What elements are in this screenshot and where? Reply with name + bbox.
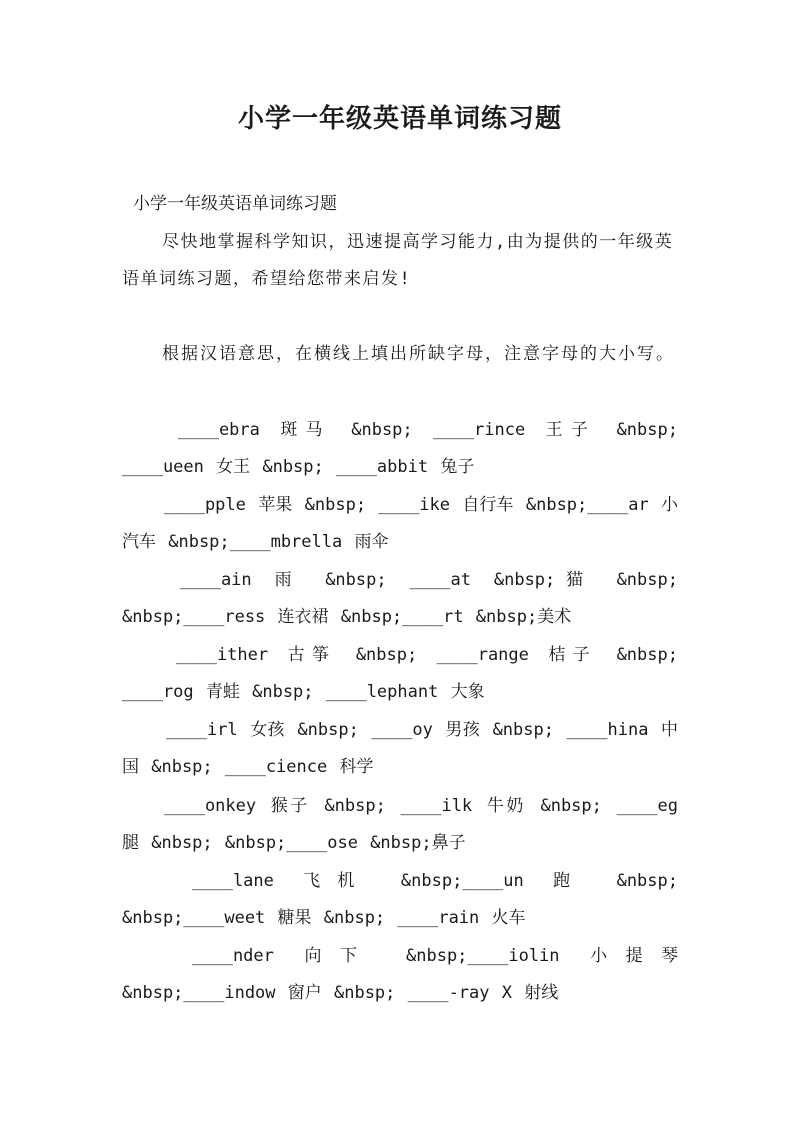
exercise-line: ____nder 向下 &nbsp;____iolin 小提琴 &nbsp;____indow 窗户 &nbsp; ____-ray X 射线	[122, 946, 678, 1003]
document-subtitle: 小学一年级英语单词练习题	[133, 194, 337, 214]
document-title: 小学一年级英语单词练习题	[237, 104, 562, 134]
exercise-line: ____onkey 猴子 &nbsp; ____ilk 牛奶 &nbsp; ____eg 腿 &nbsp; &nbsp;____ose &nbsp;鼻子	[122, 796, 678, 853]
exercise-line: ____lane 飞机 &nbsp;____un 跑 &nbsp; &nbsp;____weet 糖果 &nbsp; ____rain 火车	[122, 871, 678, 928]
exercise-line: ____irl 女孩 &nbsp; ____oy 男孩 &nbsp; ____hina 中国 &nbsp; ____cience 科学	[122, 720, 678, 777]
instruction-paragraph: 根据汉语意思，在横线上填出所缺字母，注意字母的大小写。	[162, 344, 675, 364]
exercise-line: ____pple 苹果 &nbsp; ____ike 自行车 &nbsp;____ar 小汽车 &nbsp;____mbrella 雨伞	[122, 495, 678, 552]
exercise-line: ____ain 雨 &nbsp; ____at &nbsp;猫 &nbsp; &nbsp;____ress 连衣裙 &nbsp;____rt &nbsp;美术	[122, 570, 678, 627]
exercise-line: ____ither 古筝 &nbsp; ____range 桔子 &nbsp; ____rog 青蛙 &nbsp; ____lephant 大象	[122, 645, 678, 702]
intro-paragraph: 尽快地掌握科学知识，迅速提高学习能力,由为提供的一年级英语单词练习题，希望给您带来启发!	[122, 232, 674, 289]
exercise-line: ____ebra 斑马 &nbsp; ____rince 王子 &nbsp; ____ueen 女王 &nbsp; ____abbit 兔子	[122, 420, 678, 477]
